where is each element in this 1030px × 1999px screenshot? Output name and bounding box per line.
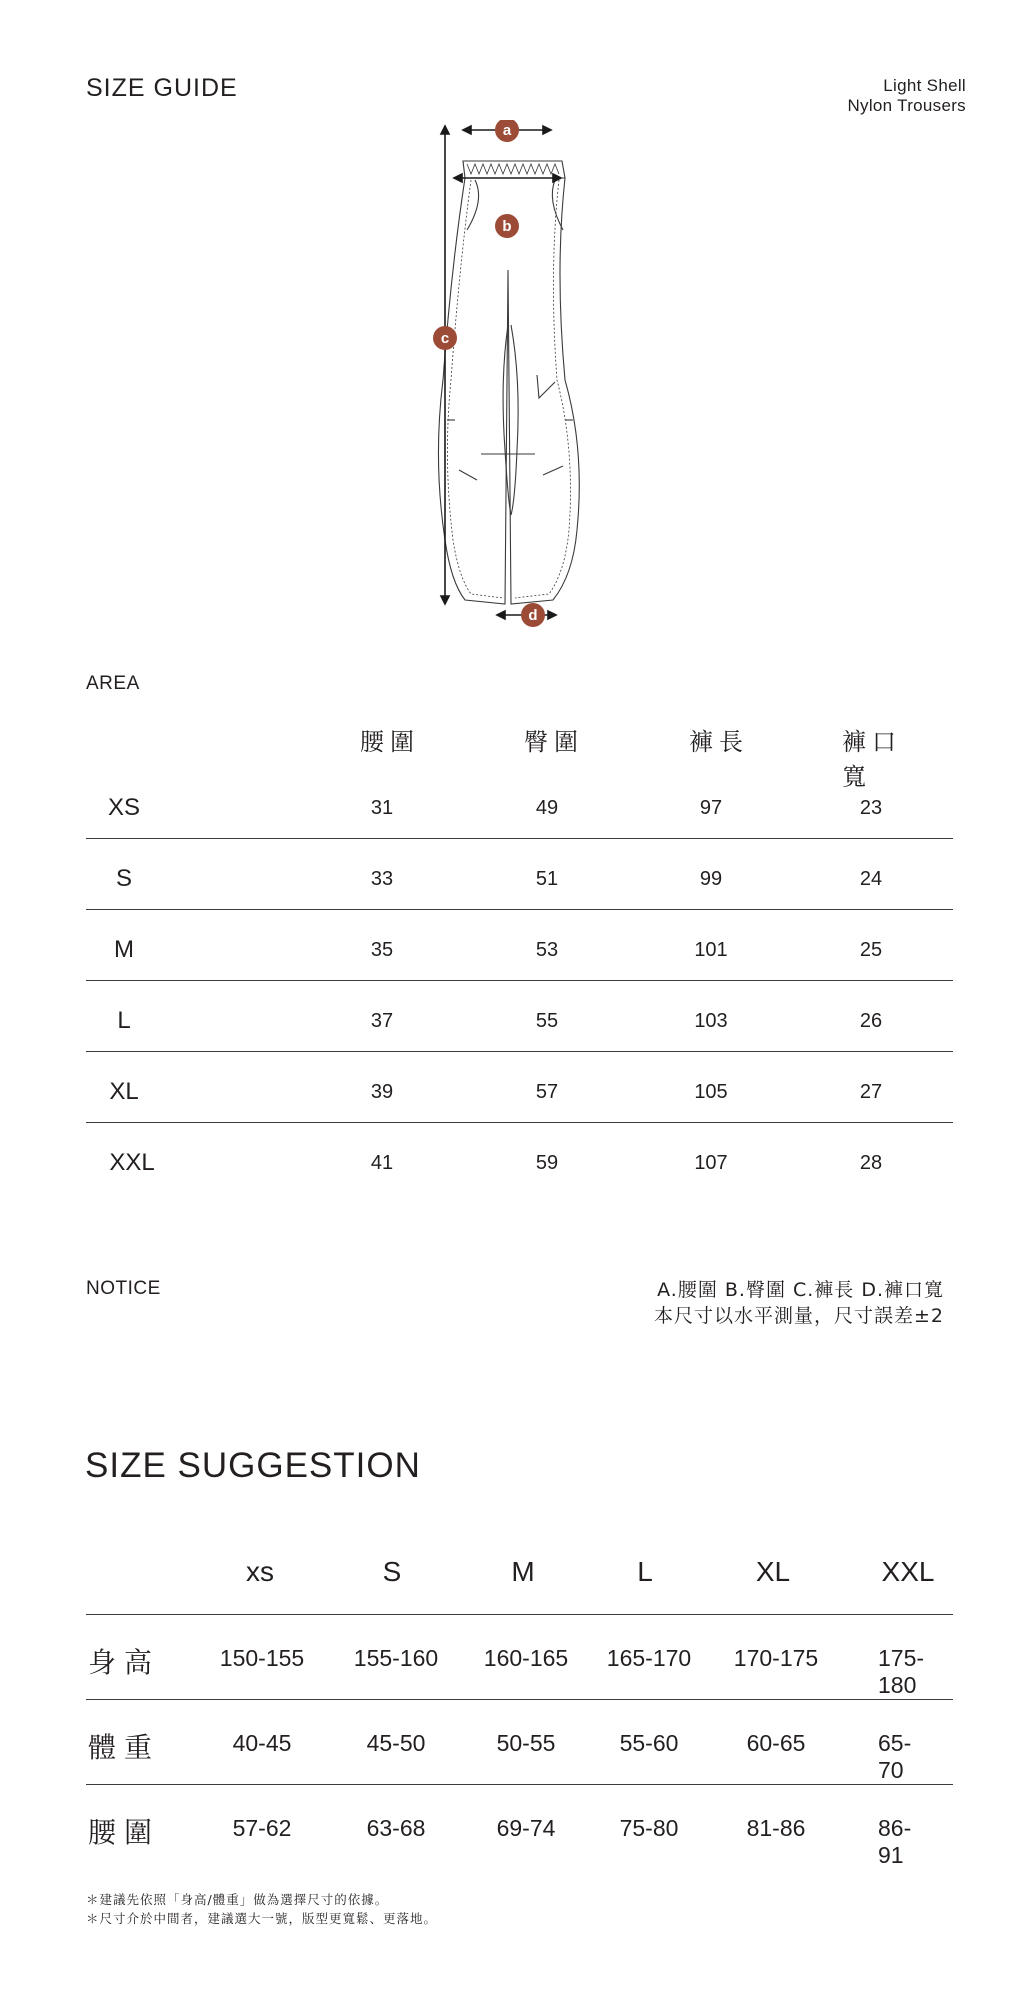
product-name-line2: Nylon Trousers <box>847 96 966 115</box>
cell-value: 86-91 <box>878 1815 912 1868</box>
size-suggestion-table <box>86 1540 953 1869</box>
cell-hip: 59 <box>535 1152 559 1174</box>
table-row <box>86 910 953 981</box>
cell-value: 45-50 <box>366 1730 426 1756</box>
cell-value: 55-60 <box>619 1730 679 1756</box>
col-size: M <box>511 1556 535 1587</box>
cell-value: 160-165 <box>483 1645 569 1671</box>
cell-waist: 33 <box>370 868 394 890</box>
cell-value: 63-68 <box>366 1815 426 1841</box>
row-size: L <box>117 1007 131 1034</box>
table-row <box>86 1052 953 1123</box>
row-label-waist: 腰圍 <box>88 1816 161 1849</box>
col-size: xs <box>246 1556 274 1587</box>
marker-c-label: c <box>440 330 450 347</box>
marker-d-label: d <box>528 607 538 624</box>
cell-value: 175-180 <box>878 1645 925 1698</box>
cell-waist: 39 <box>370 1081 394 1103</box>
footnote-2: ＊尺寸介於中間者，建議選大一號，版型更寬鬆、更落地。 <box>86 1911 438 1926</box>
cell-length: 101 <box>694 939 728 961</box>
row-size: XL <box>109 1078 139 1105</box>
cell-length: 105 <box>694 1081 728 1103</box>
cell-hip: 49 <box>535 797 559 819</box>
row-label-height: 身高 <box>88 1646 161 1679</box>
cell-hip: 55 <box>535 1010 559 1032</box>
footnotes <box>86 1890 437 1928</box>
footnote-1: ＊建議先依照「身高/體重」做為選擇尺寸的依據。 <box>86 1892 389 1907</box>
col-hem: 褲口寬 <box>842 728 902 791</box>
cell-value: 50-55 <box>496 1730 556 1756</box>
row-size: S <box>115 865 133 892</box>
cell-hip: 53 <box>535 939 559 961</box>
cell-length: 107 <box>694 1152 728 1174</box>
cell-length: 97 <box>699 797 723 819</box>
notice-text <box>654 1277 944 1329</box>
cell-waist: 31 <box>370 797 394 819</box>
trousers-diagram <box>405 120 645 640</box>
cell-value: 81-86 <box>746 1815 806 1841</box>
table-row <box>86 1785 953 1869</box>
table-row <box>86 1123 953 1193</box>
cell-value: 65-70 <box>878 1730 912 1783</box>
area-label: AREA <box>86 673 140 694</box>
suggestion-header <box>86 1540 953 1615</box>
cell-value: 57-62 <box>232 1815 292 1841</box>
marker-b-label: b <box>502 218 512 235</box>
col-waist: 腰圍 <box>360 728 420 756</box>
cell-hem: 28 <box>859 1152 883 1174</box>
cell-length: 99 <box>699 868 723 890</box>
col-size: L <box>637 1556 653 1587</box>
col-size: S <box>382 1556 402 1587</box>
cell-hem: 26 <box>859 1010 883 1032</box>
size-guide-table <box>86 714 953 1193</box>
cell-value: 75-80 <box>619 1815 679 1841</box>
size-guide-header <box>86 714 953 791</box>
cell-value: 60-65 <box>746 1730 806 1756</box>
cell-value: 170-175 <box>733 1645 819 1671</box>
notice-label: NOTICE <box>86 1278 161 1299</box>
cell-value: 155-160 <box>353 1645 439 1671</box>
marker-a-label: a <box>502 122 512 139</box>
cell-hem: 27 <box>859 1081 883 1103</box>
cell-hip: 51 <box>535 868 559 890</box>
cell-hip: 57 <box>535 1081 559 1103</box>
row-size: M <box>114 936 134 963</box>
page-title: SIZE GUIDE <box>86 74 238 102</box>
cell-hem: 24 <box>859 868 883 890</box>
cell-value: 40-45 <box>232 1730 292 1756</box>
row-label-weight: 體重 <box>88 1731 161 1764</box>
cell-length: 103 <box>694 1010 728 1032</box>
cell-waist: 35 <box>370 939 394 961</box>
cell-value: 69-74 <box>496 1815 556 1841</box>
row-size: XXL <box>109 1149 155 1176</box>
table-row <box>86 1700 953 1785</box>
cell-value: 150-155 <box>219 1645 305 1671</box>
product-name <box>847 76 966 116</box>
cell-waist: 37 <box>370 1010 394 1032</box>
table-row <box>86 768 953 839</box>
notice-line1: A.腰圍 B.臀圍 C.褲長 D.褲口寬 <box>657 1279 944 1301</box>
col-hip: 臀圍 <box>524 728 584 756</box>
col-size: XL <box>755 1556 791 1587</box>
col-size: XXL <box>881 1556 935 1587</box>
notice-line2: 本尺寸以水平測量，尺寸誤差±2 <box>653 1305 944 1327</box>
product-name-line1: Light Shell <box>883 76 966 95</box>
cell-hem: 23 <box>859 797 883 819</box>
table-row <box>86 981 953 1052</box>
cell-hem: 25 <box>859 939 883 961</box>
size-suggestion-title: SIZE SUGGESTION <box>85 1446 421 1485</box>
measure-markers <box>433 120 545 627</box>
col-length: 褲長 <box>689 728 749 756</box>
cell-waist: 41 <box>370 1152 394 1174</box>
cell-value: 165-170 <box>606 1645 692 1671</box>
table-row <box>86 1615 953 1700</box>
table-row <box>86 839 953 910</box>
row-size: XS <box>107 794 141 821</box>
